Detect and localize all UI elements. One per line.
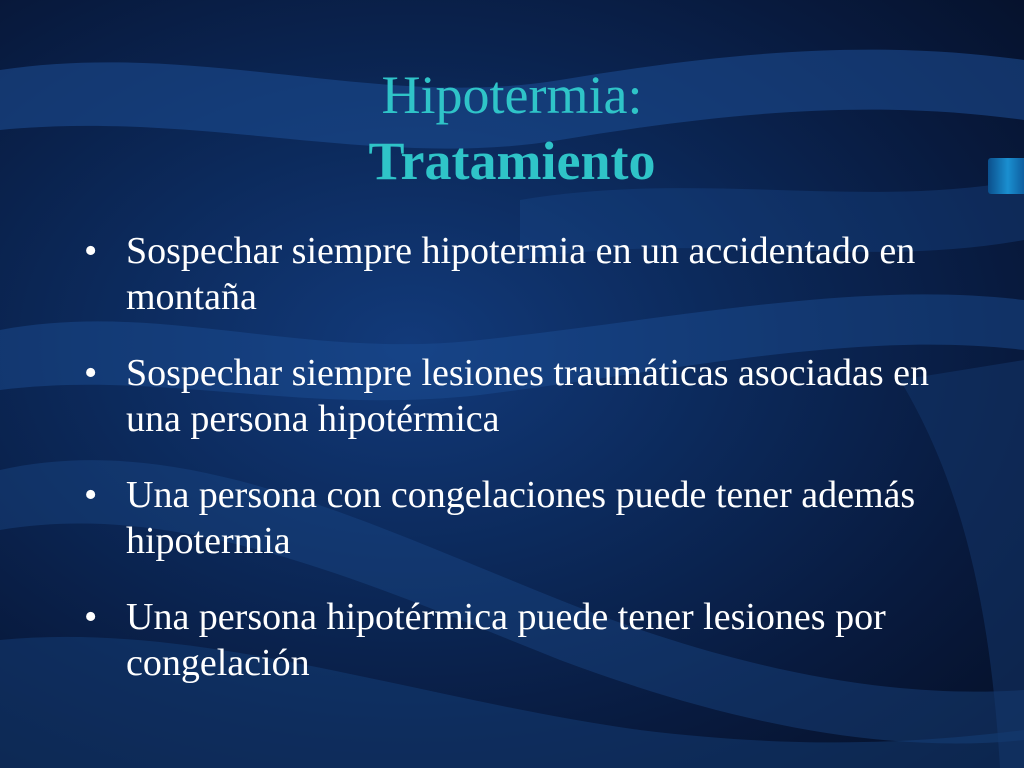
bullet-list	[84, 228, 984, 716]
bullet-item	[84, 472, 984, 564]
bullet-text: Una persona con congelaciones puede tener además hipotermia	[126, 474, 916, 562]
slide-title	[0, 62, 1024, 194]
bullet-text: Una persona hipotérmica puede tener lesiones por congelación	[126, 596, 886, 684]
bullet-dot: •	[84, 230, 98, 272]
bullet-text: Sospechar siempre lesiones traumáticas asociadas en una persona hipotérmica	[126, 352, 929, 440]
bullet-item	[84, 228, 984, 320]
title-line-2: Tratamiento	[368, 131, 656, 191]
bullet-text: Sospechar siempre hipotermia en un accidentado en montaña	[126, 230, 916, 318]
title-line-1: Hipotermia:	[381, 65, 643, 125]
bullet-item	[84, 350, 984, 442]
bullet-dot: •	[84, 352, 98, 394]
bullet-item	[84, 594, 984, 686]
bullet-dot: •	[84, 474, 98, 516]
bullet-dot: •	[84, 596, 98, 638]
